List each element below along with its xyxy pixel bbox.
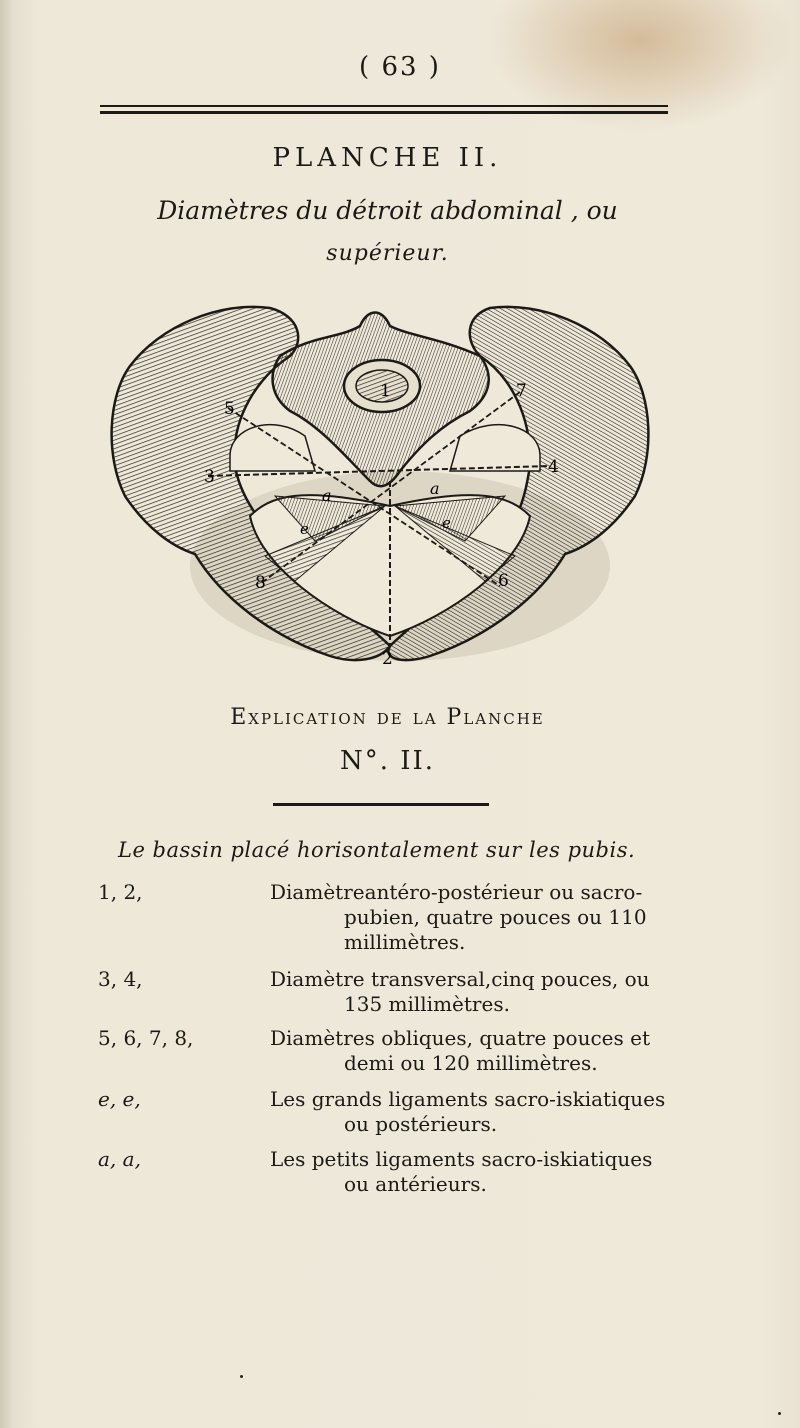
legend-entry-label: a, a, [98, 1147, 141, 1171]
header-double-rule [100, 105, 668, 114]
label-e-right: e [442, 514, 451, 532]
explication-number: N°. II. [339, 746, 436, 776]
explication-heading: Explication de la Planche [230, 705, 545, 730]
label-a-left: a [322, 486, 332, 505]
legend-entry-line1: Les petits ligaments sacro-iskiatiques [270, 1147, 653, 1171]
legend-entry-line1: Diamètre transversal,cinq pouces, ou [270, 967, 650, 991]
label-2: 2 [382, 649, 393, 668]
plate-subtitle-line1: Diamètres du détroit abdominal , ou [157, 196, 618, 225]
legend-entry-label: e, e, [98, 1087, 141, 1111]
plate-subtitle-line2: supérieur. [326, 241, 449, 266]
section-rule [273, 803, 489, 806]
legend-entry-line2: ou antérieurs. [344, 1172, 487, 1196]
legend-entry-label: 3, 4, [98, 967, 143, 991]
legend-entry-line2: ou postérieurs. [344, 1112, 498, 1136]
legend-entry-line2: 135 millimètres. [344, 992, 510, 1016]
legend-entry-label: 5, 6, 7, 8, [98, 1026, 194, 1050]
label-3: 3 [204, 467, 215, 487]
label-1: 1 [380, 381, 391, 401]
legend-entry-line1: Diamètres obliques, quatre pouces et [270, 1026, 650, 1050]
plate-title: PLANCHE II. [272, 143, 503, 173]
label-4: 4 [548, 457, 559, 477]
legend-entry-line1: Les grands ligaments sacro-iskiatiques [270, 1087, 666, 1111]
page-number: ( 63 ) [359, 52, 441, 82]
label-7: 7 [516, 381, 527, 401]
legend-entry-line2: demi ou 120 millimètres. [344, 1051, 598, 1075]
label-6: 6 [498, 571, 509, 591]
label-e-left: e [300, 520, 309, 538]
legend-entry-line1: Diamètreantéro-postérieur ou sacro- [270, 880, 643, 904]
label-8: 8 [255, 573, 266, 593]
ink-speck [778, 1412, 781, 1415]
label-a-right: a [430, 479, 440, 498]
label-5: 5 [224, 399, 235, 419]
legend-entry-label: 1, 2, [98, 880, 143, 904]
plate-caption: Le bassin placé horisontalement sur les pubis. [118, 838, 636, 862]
legend-entry-line2: pubien, quatre pouces ou 110 millimètres. [344, 905, 647, 954]
ink-speck [240, 1375, 243, 1378]
pelvis-engraving [100, 296, 660, 668]
